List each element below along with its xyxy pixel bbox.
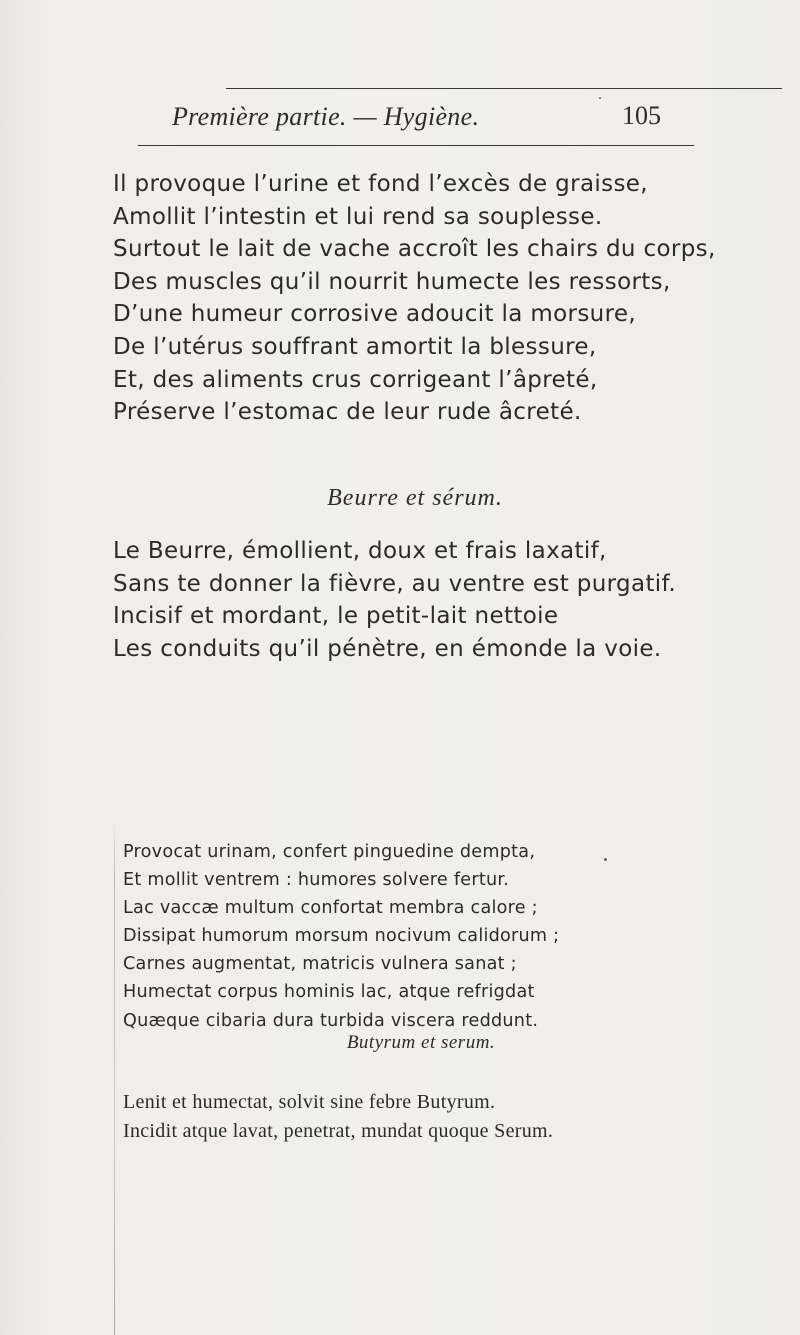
page-gutter-shadow: [114, 822, 115, 1335]
verse-line: Amollit l’intestin et lui rend sa souplesse.: [113, 203, 603, 230]
verse-line: Incidit atque lavat, penetrat, mundat quoque Serum.: [123, 1120, 554, 1142]
header-rule-bottom: [138, 145, 694, 146]
paper-speck: [604, 858, 607, 861]
verse-line: Préserve l’estomac de leur rude âcreté.: [113, 399, 582, 426]
verse-line: Les conduits qu’il pénètre, en émonde la voie.: [113, 635, 662, 662]
verse-line: Quæque cibaria dura turbida viscera reddunt.: [123, 1010, 539, 1031]
latin-stanza-1: [123, 838, 800, 1035]
verse-line: Lac vaccæ multum confortat membra calore ;: [123, 898, 538, 919]
latin-section-title: Butyrum et serum.: [346, 1032, 496, 1053]
verse-line: Et mollit ventrem : humores solvere fertur.: [123, 870, 510, 891]
verse-line: Il provoque l’urine et fond l’excès de graisse,: [113, 171, 648, 197]
verse-line: Carnes augmentat, matricis vulnera sanat ;: [123, 954, 517, 975]
running-head: Première partie. — Hygiène.: [172, 102, 480, 131]
french-section-title: Beurre et sérum.: [327, 485, 503, 511]
verse-line: Lenit et humectat, solvit sine febre Butyrum.: [123, 1091, 496, 1113]
page-number: 105: [622, 101, 661, 130]
french-stanza-1: [113, 168, 793, 429]
latin-stanza-2: [123, 1088, 800, 1146]
verse-line: Sans te donner la fièvre, au ventre est purgatif.: [113, 570, 676, 597]
verse-line: Le Beurre, émollient, doux et frais laxatif,: [113, 538, 607, 564]
paper-speck: [599, 97, 601, 99]
french-stanza-2: [113, 535, 793, 665]
header-rule-top: [226, 88, 782, 89]
verse-line: D’une humeur corrosive adoucit la morsure,: [113, 301, 637, 328]
verse-line: Humectat corpus hominis lac, atque refrigdat: [123, 982, 535, 1003]
verse-line: Dissipat humorum morsum nocivum calidorum ;: [123, 926, 560, 947]
verse-line: Et, des aliments crus corrigeant l’âpreté,: [113, 366, 598, 393]
verse-line: De l’utérus souffrant amortit la blessure,: [113, 333, 597, 360]
verse-line: Incisif et mordant, le petit-lait nettoie: [113, 603, 559, 630]
verse-line: Des muscles qu’il nourrit humecte les ressorts,: [113, 268, 671, 295]
verse-line: Provocat urinam, confert pinguedine dempta,: [123, 842, 536, 862]
verse-line: Surtout le lait de vache accroît les chairs du corps,: [113, 236, 716, 263]
